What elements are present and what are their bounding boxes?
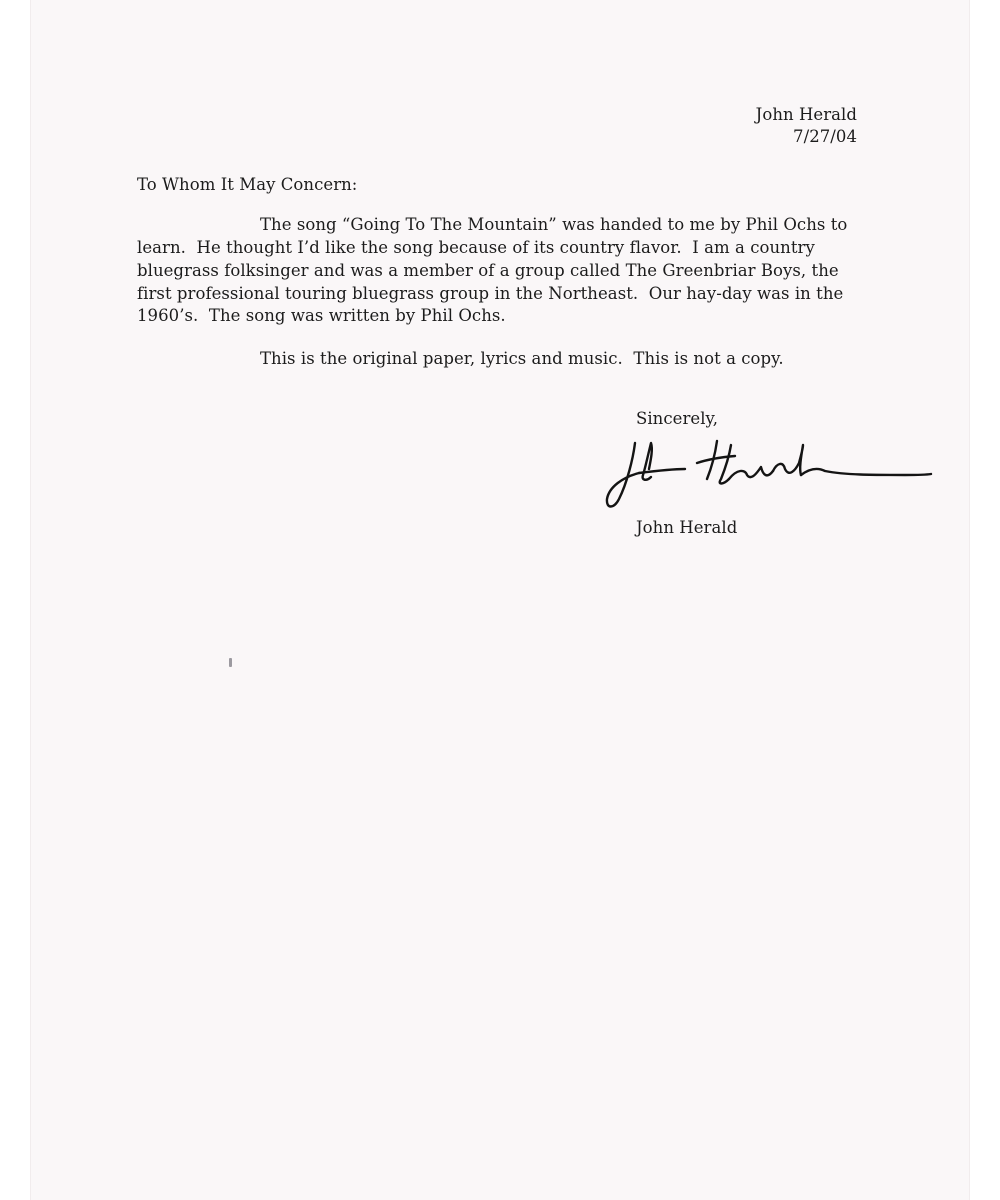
body-paragraph-2: This is the original paper, lyrics and music. This is not a copy. (260, 349, 784, 368)
body-line-5: 1960’s. The song was written by Phil Ochs. (137, 306, 506, 325)
signature-name: John Herald (636, 518, 738, 537)
salutation: To Whom It May Concern: (137, 175, 358, 194)
body-line-3: bluegrass folksinger and was a member of a group called The Greenbriar Boys, the (137, 261, 839, 280)
closing: Sincerely, (636, 409, 719, 428)
handwritten-signature (605, 425, 935, 517)
body-line-1: The song “Going To The Mountain” was handed to me by Phil Ochs to (260, 215, 848, 234)
body-line-4: first professional touring bluegrass group in the Northeast. Our hay-day was in the (137, 284, 844, 303)
header-name: John Herald (755, 105, 857, 124)
body-line-2: learn. He thought I’d like the song because of its country flavor. I am a country (137, 238, 815, 257)
paper-speck (229, 658, 232, 667)
header-date: 7/27/04 (793, 127, 857, 146)
